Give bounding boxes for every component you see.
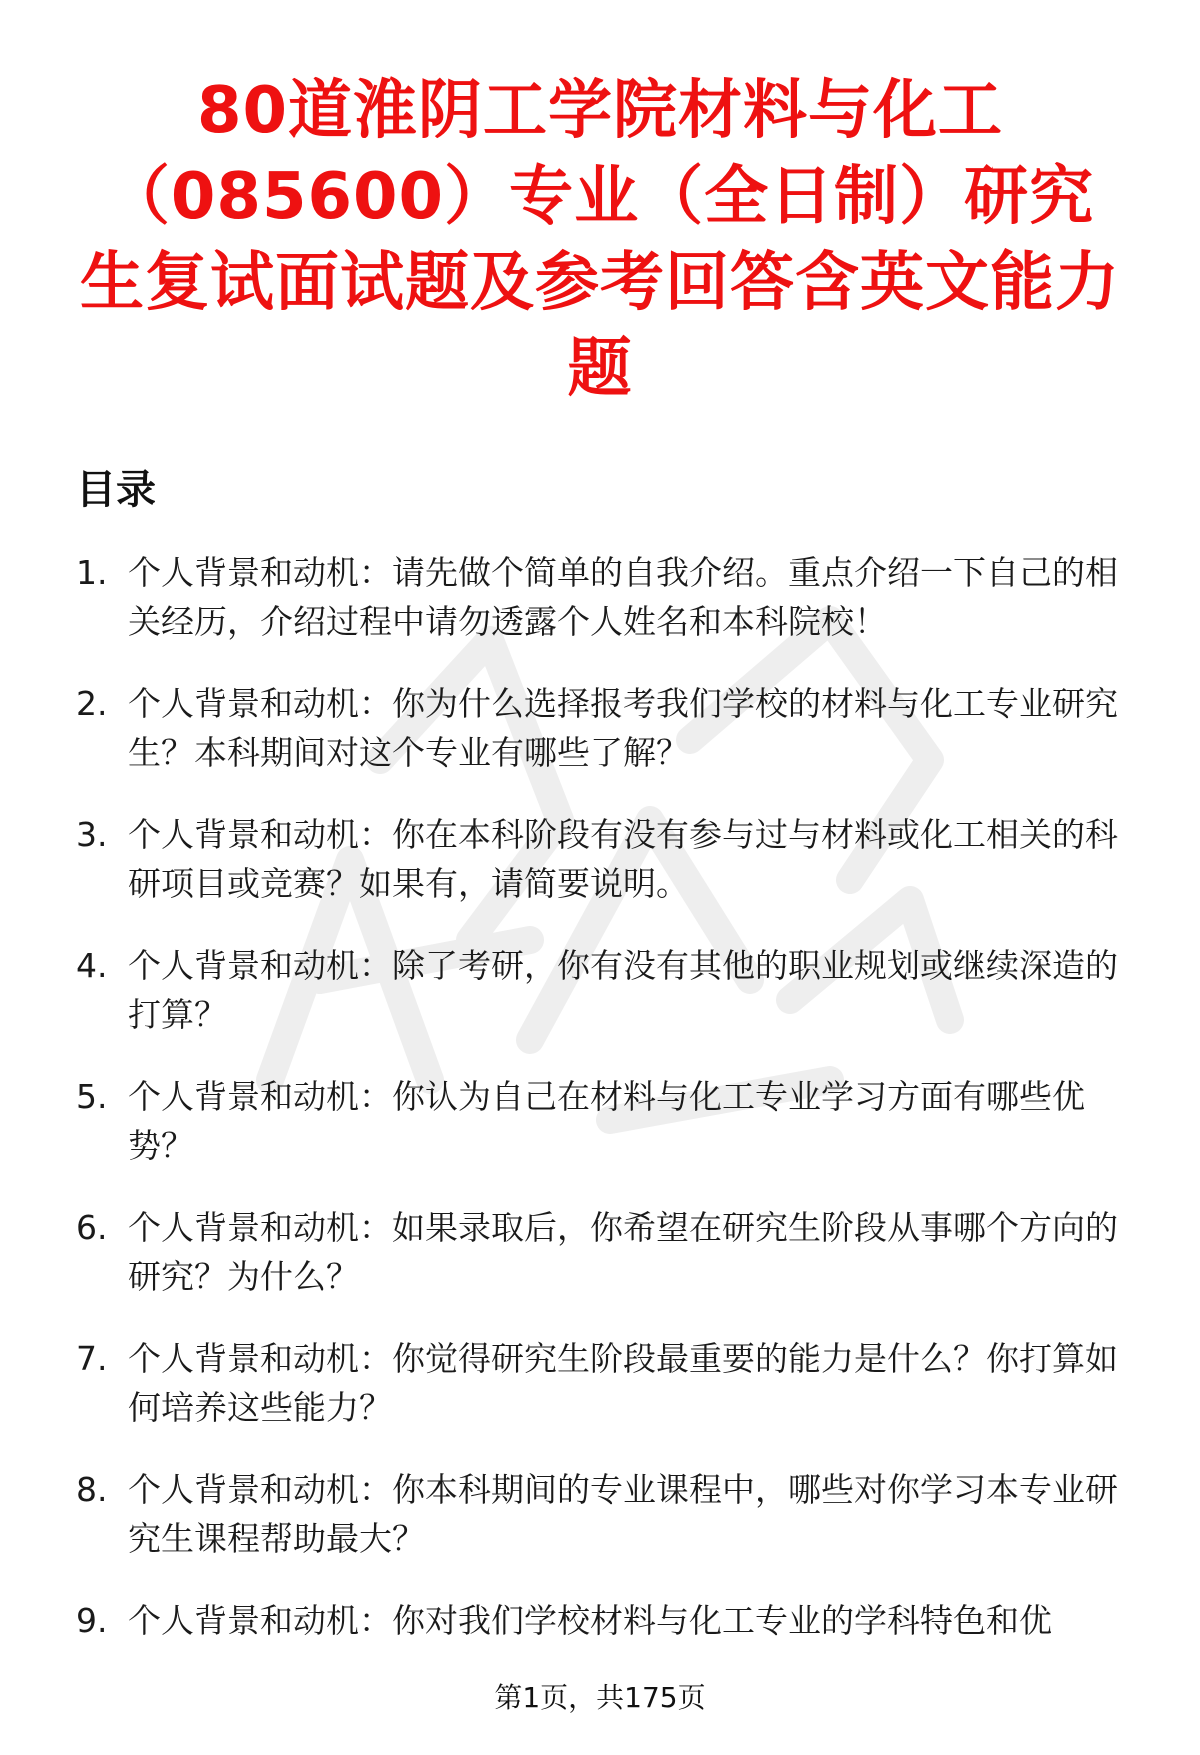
document-title: 80道淮阴工学院材料与化工（085600）专业（全日制）研究生复试面试题及参考回答含英文能力题 bbox=[80, 74, 1120, 406]
toc-item[interactable] bbox=[76, 1072, 1136, 1170]
toc-list bbox=[76, 548, 1136, 1727]
page-footer: 第1页，共175页 bbox=[494, 1681, 706, 1714]
toc-item-text: 个人背景和动机：你为什么选择报考我们学校的材料与化工专业研究生？本科期间对这个专业有哪些了解？ bbox=[128, 684, 1118, 772]
toc-item-text: 个人背景和动机：你在本科阶段有没有参与过与材料或化工相关的科研项目或竞赛？如果有，请简要说明。 bbox=[128, 815, 1118, 903]
toc-item-text: 个人背景和动机：你对我们学校材料与化工专业的学科特色和优 bbox=[128, 1601, 1052, 1640]
toc-item-text: 个人背景和动机：如果录取后，你希望在研究生阶段从事哪个方向的研究？为什么？ bbox=[128, 1208, 1118, 1296]
toc-item-number: 9. bbox=[76, 1601, 108, 1640]
toc-item-text: 个人背景和动机：你觉得研究生阶段最重要的能力是什么？你打算如何培养这些能力？ bbox=[128, 1339, 1118, 1427]
toc-item[interactable] bbox=[76, 810, 1136, 908]
toc-item-number: 4. bbox=[76, 946, 108, 985]
toc-item[interactable] bbox=[76, 679, 1136, 777]
toc-item-number: 5. bbox=[76, 1077, 108, 1116]
toc-item-number: 2. bbox=[76, 684, 108, 723]
toc-heading: 目录 bbox=[76, 467, 156, 513]
toc-item[interactable] bbox=[76, 1203, 1136, 1301]
toc-item[interactable] bbox=[76, 548, 1136, 646]
toc-item[interactable] bbox=[76, 941, 1136, 1039]
toc-item-number: 3. bbox=[76, 815, 108, 854]
toc-item[interactable] bbox=[76, 1465, 1136, 1563]
toc-item-number: 6. bbox=[76, 1208, 108, 1247]
toc-item-text: 个人背景和动机：请先做个简单的自我介绍。重点介绍一下自己的相关经历，介绍过程中请勿透露个人姓名和本科院校！ bbox=[128, 553, 1118, 641]
toc-item-text: 个人背景和动机：你认为自己在材料与化工专业学习方面有哪些优势？ bbox=[128, 1077, 1085, 1165]
toc-item[interactable] bbox=[76, 1334, 1136, 1432]
toc-item-number: 1. bbox=[76, 553, 108, 592]
toc-item-number: 7. bbox=[76, 1339, 108, 1378]
toc-item-number: 8. bbox=[76, 1470, 108, 1509]
toc-item-text: 个人背景和动机：除了考研，你有没有其他的职业规划或继续深造的打算？ bbox=[128, 946, 1118, 1034]
toc-item-text: 个人背景和动机：你本科期间的专业课程中，哪些对你学习本专业研究生课程帮助最大？ bbox=[128, 1470, 1118, 1558]
